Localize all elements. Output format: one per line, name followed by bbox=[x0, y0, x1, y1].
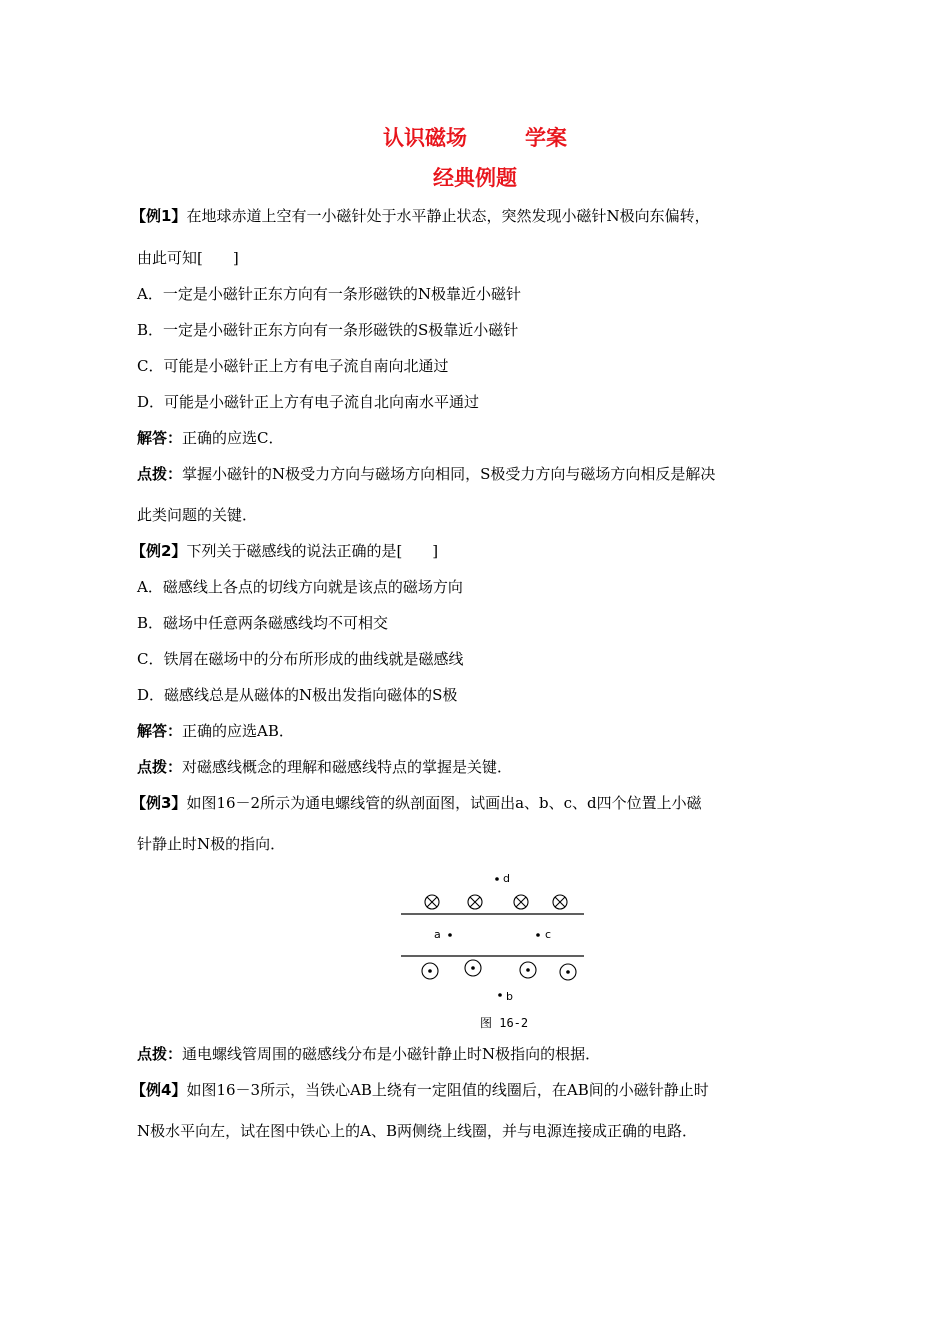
document-title bbox=[0, 122, 950, 152]
point-a-dot bbox=[448, 933, 452, 937]
current-into-page-icon bbox=[468, 895, 482, 909]
ex2-option-a: A．磁感线上各点的切线方向就是该点的磁场方向 bbox=[137, 578, 463, 596]
solenoid-figure bbox=[398, 866, 588, 1036]
current-into-page-icon bbox=[425, 895, 439, 909]
ex1-option-a: A．一定是小磁针正东方向有一条形磁铁的N极靠近小磁针 bbox=[137, 285, 521, 303]
label-c: c bbox=[545, 928, 552, 941]
ex1-stem-line2: 由此可知[ ] bbox=[137, 249, 239, 267]
ex2-option-b: B．磁场中任意两条磁感线均不可相交 bbox=[137, 614, 389, 632]
ex4-stem-line1: 【例4】如图16－3所示，当铁心AB上绕有一定阻值的线圈后，在AB间的小磁针静止时 bbox=[131, 1081, 709, 1099]
ex3-tag: 【例3】 bbox=[131, 794, 187, 812]
label-a: a bbox=[434, 928, 441, 941]
point-b-dot bbox=[498, 993, 502, 997]
title-main: 认识磁场 bbox=[383, 126, 467, 150]
ex1-tip-line1: 点拨：掌握小磁针的N极受力方向与磁场方向相同，S极受力方向与磁场方向相反是解决 bbox=[137, 465, 716, 483]
ex3-stem-line1: 【例3】如图16－2所示为通电螺线管的纵剖面图，试画出a、b、c、d四个位置上小磁 bbox=[131, 794, 702, 812]
ex1-option-d: D．可能是小磁针正上方有电子流自北向南水平通过 bbox=[137, 393, 480, 411]
ex1-option-c: C．可能是小磁针正上方有电子流自南向北通过 bbox=[137, 357, 449, 375]
ex1-answer: 解答：正确的应选C． bbox=[137, 429, 284, 447]
current-into-page-icon bbox=[514, 895, 528, 909]
ex1-stem-line1: 【例1】在地球赤道上空有一小磁针处于水平静止状态，突然发现小磁针N极向东偏转， bbox=[131, 207, 710, 225]
ex2-option-c: C．铁屑在磁场中的分布所形成的曲线就是磁感线 bbox=[137, 650, 464, 668]
title-sub: 学案 bbox=[525, 126, 567, 150]
current-out-of-page-icon bbox=[422, 963, 438, 979]
ex2-tip: 点拨：对磁感线概念的理解和磁感线特点的掌握是关键． bbox=[137, 758, 513, 776]
current-out-of-page-icon bbox=[465, 960, 481, 976]
ex3-tip: 点拨：通电螺线管周围的磁感线分布是小磁针静止时N极指向的根据． bbox=[137, 1045, 601, 1063]
ex4-tag: 【例4】 bbox=[131, 1081, 187, 1099]
current-out-of-page-icon bbox=[560, 964, 576, 980]
point-c-dot bbox=[536, 933, 540, 937]
ex2-answer: 解答：正确的应选AB． bbox=[137, 722, 294, 740]
current-out-of-page-icon bbox=[520, 962, 536, 978]
ex1-option-b: B．一定是小磁针正东方向有一条形磁铁的S极靠近小磁针 bbox=[137, 321, 519, 339]
ex1-tip-line2: 此类问题的关键． bbox=[137, 506, 258, 524]
ex2-tag: 【例2】 bbox=[131, 542, 187, 560]
ex4-stem-line2: N极水平向左，试在图中铁心上的A、B两侧绕上线圈，并与电源连接成正确的电路． bbox=[137, 1122, 697, 1140]
section-heading: 经典例题 bbox=[433, 166, 517, 190]
label-b: b bbox=[506, 990, 513, 1003]
ex3-stem-line2: 针静止时N极的指向． bbox=[137, 835, 286, 853]
label-d: d bbox=[503, 872, 510, 885]
figure-caption: 图 16-2 bbox=[480, 1016, 529, 1030]
point-d-dot bbox=[495, 877, 499, 881]
ex2-stem: 【例2】下列关于磁感线的说法正确的是[ ] bbox=[131, 542, 439, 560]
ex2-option-d: D．磁感线总是从磁体的N极出发指向磁体的S极 bbox=[137, 686, 458, 704]
ex1-tag: 【例1】 bbox=[131, 207, 187, 225]
current-into-page-icon bbox=[553, 895, 567, 909]
